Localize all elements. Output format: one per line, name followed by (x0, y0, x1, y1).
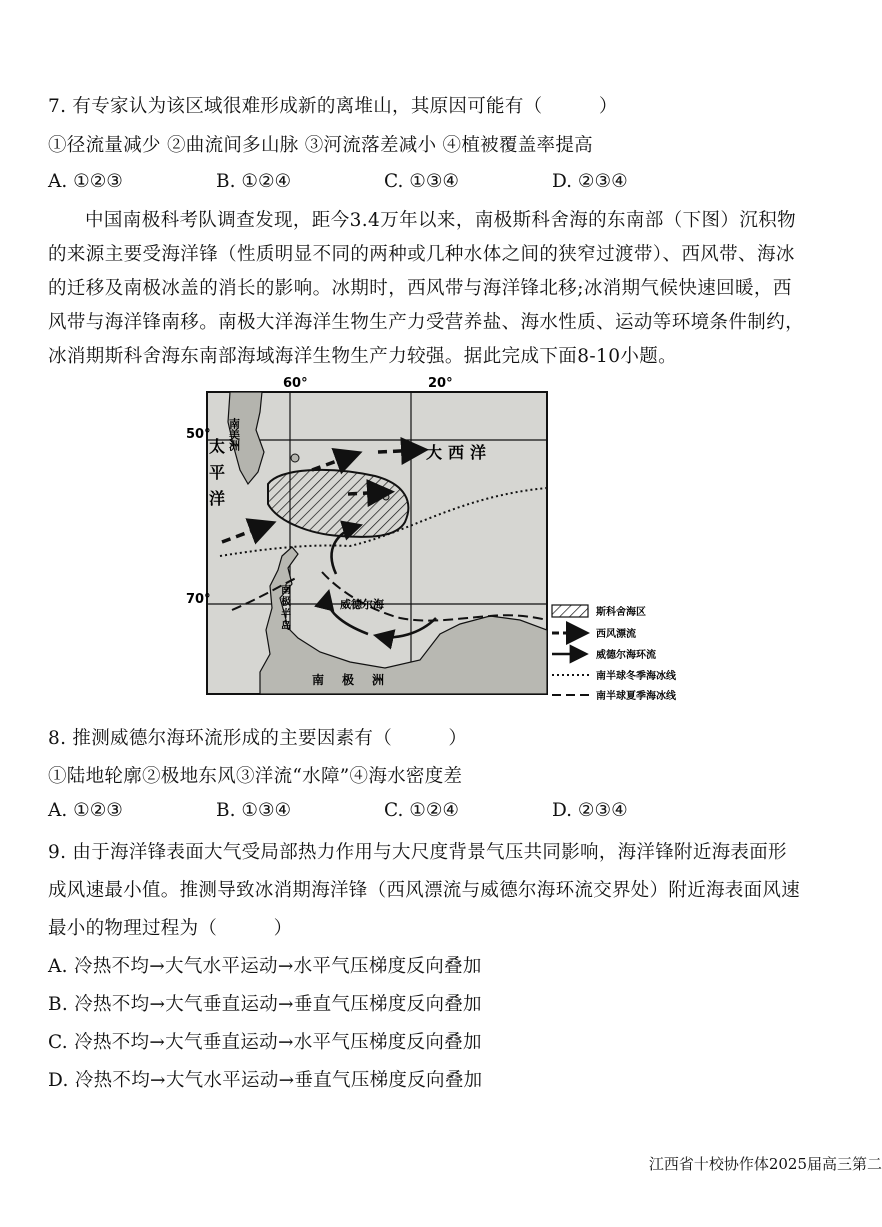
q9-stem-line: 成风速最小值。推测导致冰消期海洋锋（西风漂流与威德尔海环流交界处）附近海表面风速 (48, 880, 801, 901)
island (291, 454, 299, 462)
q8-statements: ①陆地轮廓②极地东风③洋流“水障”④海水密度差 (48, 766, 463, 787)
q9-option-c: C. 冷热不均→大气垂直运动→水平气压梯度反向叠加 (48, 1032, 482, 1053)
label-atlantic: 大西洋 (426, 443, 493, 462)
q8-option-d: D. ②③④ (552, 800, 628, 821)
legend-label: 斯科舍海区 (596, 607, 646, 618)
q9-option-b: B. 冷热不均→大气垂直运动→垂直气压梯度反向叠加 (48, 994, 482, 1015)
legend-label: 威德尔海环流 (596, 650, 656, 661)
passage-line: 冰消期斯科舍海东南部海域海洋生物生产力较强。据此完成下面8-10小题。 (48, 346, 678, 367)
west-wind-drift-arrow (378, 450, 422, 452)
legend-label: 南半球冬季海冰线 (596, 671, 676, 682)
q9-option-d: D. 冷热不均→大气水平运动→垂直气压梯度反向叠加 (48, 1070, 483, 1091)
legend-label: 西风漂流 (596, 629, 636, 640)
label-weddell: 威德尔海 (340, 598, 384, 611)
label-antarctica: 南极洲 (312, 673, 403, 687)
page-footer: 江西省十校协作体2025届高三第二 (648, 1155, 882, 1173)
q8-option-c: C. ①②④ (384, 800, 460, 821)
q7-stem: 7. 有专家认为该区域很难形成新的离堆山，其原因可能有（ ） (48, 96, 618, 117)
q8-option-b: B. ①③④ (216, 800, 292, 821)
label-pacific: 太平洋 (206, 438, 226, 516)
label-south-america: 南美洲 (227, 418, 241, 451)
q9-stem-line: 9. 由于海洋锋表面大气受局部热力作用与大尺度背景气压共同影响，海洋锋附近海表面形 (48, 842, 787, 863)
legend-label: 南半球夏季海冰线 (596, 691, 676, 702)
passage-line: 风带与海洋锋南移。南极大洋海洋生物生产力受营养盐、海水性质、运动等环境条件制约， (48, 312, 805, 333)
q7-option-a: A. ①②③ (48, 171, 123, 192)
scotia-sea-map (186, 372, 700, 702)
legend-swatch-scotia (552, 605, 588, 617)
passage-line: 中国南极科考队调查发现，距今3.4万年以来，南极斯科舍海的东南部（下图）沉积物 (85, 210, 797, 231)
q7-option-c: C. ①③④ (384, 171, 460, 192)
lon-label-20: 20° (428, 376, 453, 391)
q9-option-a: A. 冷热不均→大气水平运动→水平气压梯度反向叠加 (48, 956, 482, 977)
passage-line: 的来源主要受海洋锋（性质明显不同的两种或几种水体之间的狭窄过渡带）、西风带、海冰 (48, 244, 795, 265)
label-peninsula: 南极半岛 (278, 584, 290, 632)
lat-label-50: 50° (186, 427, 211, 442)
q9-stem-line: 最小的物理过程为（ ） (48, 918, 293, 939)
lon-label-60: 60° (283, 376, 308, 391)
q8-stem: 8. 推测威德尔海环流形成的主要因素有（ ） (48, 728, 468, 749)
lat-label-70: 70° (186, 592, 211, 607)
q7-statements: ①径流量减少 ②曲流间多山脉 ③河流落差减小 ④植被覆盖率提高 (48, 135, 593, 156)
map-legend (552, 605, 677, 702)
q8-option-a: A. ①②③ (48, 800, 123, 821)
q7-option-d: D. ②③④ (552, 171, 628, 192)
passage-line: 的迁移及南极冰盖的消长的影响。冰期时，西风带与海洋锋北移;冰消期气候快速回暖，西 (48, 278, 792, 299)
west-wind-drift-arrow (348, 492, 388, 494)
q7-option-b: B. ①②④ (216, 171, 292, 192)
